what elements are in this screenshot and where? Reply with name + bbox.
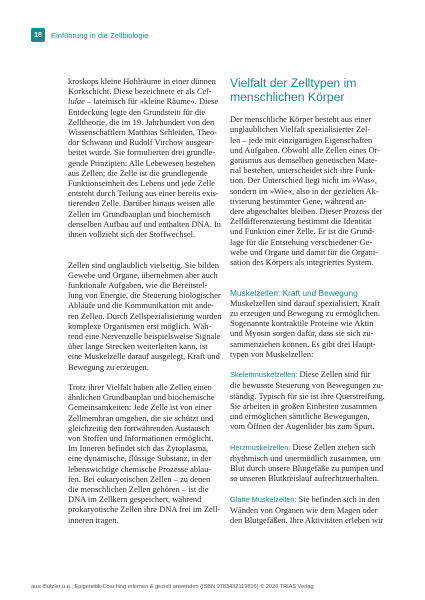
text-line: tivierung bestimmter Gene, während an- [230,195,367,206]
term-cellulae: Cel- [196,86,212,97]
running-head: Einführung in die Zellbiologie [51,30,149,40]
text-line: die bewusste Steuerung von Bewegungen zu- [230,380,384,391]
paragraph-heart-muscle [230,441,384,484]
page-header [31,28,149,42]
text-line: unglaublichen Vielfalt spezialisierter Zel- [230,124,371,135]
text-line: beitet wurde. Sie formulierten drei grundle- [68,147,216,158]
text-line [230,494,380,505]
text-line: Zellen sind unglaublich vielseitig. Sie bilden [68,259,219,270]
term-heart-muscle: Herzmuskelzellen: [230,442,291,452]
text-line: eine dynamische, flüssige Substanz, in der [68,453,212,464]
text-line: Zellen im Grundbauplan und biochemisch [68,208,211,219]
text-line: eine Muskelzelle darauf ausgelegt, Kraft und [68,351,220,362]
text-line: lung von Energie, die Steuerung biologischer [68,290,221,301]
text-line: Abläufe und die Kommunikation mit ande- [68,300,214,311]
text-line: Zelltheorie, die im 19. Jahrhundert von den [68,116,215,127]
paragraph-cell-structure [68,382,221,525]
text-line: gleichzeitig den fortwährenden Austausch [68,422,210,433]
text-line: und Myosin sorgen dafür, dass sie sich zu- [230,328,374,339]
text-line: Wänden von Organen wie dem Magen oder [230,504,378,515]
text-line [230,442,380,453]
text-line: webe und Organe und damit für die Organi- [230,246,379,257]
text-line: den Blutgefäßen. Ihre Aktivitäten erleben wir [230,515,384,526]
text-line-part: Korkschicht. Diese bezeichnete er als [68,86,195,97]
source-footer: aus: Butzler u.a., Epigenetik-Coaching erlernen & gezielt anwenden (ISBN 9783432119816) © 2026 TRIAS Verlag [31,584,314,590]
text-line: denselben Aufbau auf und enthalten DNA. In [68,218,222,229]
right-column [230,76,385,526]
text-line: inneren tragen. [68,514,119,525]
text-line: Funktionseinheit des Lebens und jede Zelle [68,178,215,189]
text-line: ganismus aus demselben genetischen Mate- [230,155,378,165]
text-line: Wissenschaftlern Matthias Schleiden, Theo- [68,127,217,138]
text-line: komplexe Organismen erst möglich. Wäh- [68,320,212,331]
text-line: gende Prinzipien: Alle Lebewesen bestehen [68,157,216,168]
text-line: len – jede mit einzigartigen Eigenschaften [230,134,373,145]
paragraph-smooth-muscle [230,493,384,526]
text-line-part: Diese Zellen sind für [297,369,371,380]
text-line: lage für die Entstehung verschiedener Ge- [230,236,373,247]
text-line: DNA im Zellkern gespeichert, während [68,494,202,505]
text-line: ihnen vollzieht sich der Stoffwechsel. [68,229,196,240]
text-line: entsteht durch Teilung aus einer bereits exis- [68,188,219,199]
text-line: vom Öffnen der Augenlider bis zum Spurt. [230,421,375,432]
text-line: so unseren Blutkreislauf aufrechtzuerhalten. [230,473,380,484]
text-line: fen. Bei eukaryotischen Zellen – zu denen [68,473,211,484]
text-line: sation des Körpers als integriertes System. [230,257,374,268]
text-line: Entdeckung legte den Grundstein für die [68,106,206,117]
section-title [230,76,380,104]
text-line: von Stoffen und Informationen ermöglicht. [68,433,214,444]
text-line: ähnlichen Grundbauplan und biochemische [68,392,215,403]
text-line: und Funktion einer Zelle. Er ist die Grund- [230,226,375,237]
text-line: und ermöglichen sämtliche Bewegungen, [230,411,370,422]
subsection-title: Muskelzellen: Kraft und Bewegung [230,287,358,298]
text-line: Sogenannte kontraktile Proteine wie Aktin [230,318,374,329]
text-line: dor Schwann und Rudolf Virchow ausgear- [68,137,215,148]
term-smooth-muscle: Glatte Muskelzellen: [230,494,297,504]
left-column [68,76,222,525]
text-line: lebenswichtige chemische Prozesse ablau- [68,463,212,474]
text-line: aus Zellen; die Zelle ist die grundlegende [68,167,208,178]
section-title-line: Vielfalt der Zelltypen im [230,76,357,90]
text-line-part: Sie befinden sich in den [296,493,380,504]
text-line: kroskops kleine Hohlräume in einer dünnen [68,76,216,86]
text-line: typen von Muskelzellen: [230,348,314,359]
text-line-part: Diese Zellen ziehen sich [290,441,376,452]
text-line: über lange Strecken weiterleiten kann, ist [68,341,208,352]
text-line: Zelldifferenzierung bestimmt die Identität [230,216,372,227]
text-line: Gewebe und Organe, übernehmen aber auch [68,269,218,280]
text-line-part: – lateinisch für »kleine Räume«. Diese [86,96,219,107]
text-line: Zellmembran umgeben, die sie schützt und [68,412,214,423]
text-line: Blut durch unsere Blutgefäße zu pumpen und [230,463,384,474]
text-line: Trotz ihrer Vielfalt haben alle Zellen einen [68,382,212,393]
text-line [68,96,218,106]
text-line: zu erzeugen und Bewegung zu ermöglichen. [230,308,380,319]
text-line: sammenziehen können. Es gibt drei Haupt- [230,338,376,349]
text-line: rial bestehen, unterscheidet sich ihre Funk- [230,165,376,176]
text-line: prokaryotische Zellen ihre DNA frei im Zell- [68,504,221,515]
paragraph-cell-diversity [230,114,383,268]
paragraph-cell-history [68,76,222,240]
text-line [230,369,380,380]
text-line: rhythmisch und unermüdlich zusammen, um [230,452,381,463]
text-line: dere abgeschaltet bleiben. Dieser Prozess der [230,206,383,217]
term-skeletal-muscle: Skelettmuskelzellen: [230,370,298,380]
text-line: ren Zellen. Durch Zellspezialisierung wurden [68,310,222,321]
text-line: ständig. Typisch für sie ist ihre Querstreifung. [230,390,385,401]
text-line: rend eine Nervenzelle beispielsweise Signale [68,331,221,342]
text-line: Der menschliche Körper besteht aus einer [230,114,372,125]
paragraph-skeletal-muscle [230,369,385,432]
text-line: Im Inneren befindet sich das Zytoplasma, [68,443,209,454]
paragraph-muscle-cells [230,298,380,359]
text-line: die menschlichen Zellen gehören – ist die [68,484,209,495]
text-line: Sie arbeiten in großen Einheiten zusammen [230,400,377,411]
text-line: Muskelzellen sind darauf spezialisiert, Kraft [230,297,380,308]
text-line: Bewegung zu erzeugen. [68,361,149,372]
text-line: tion. Der Unterschied liegt nicht im »Was«, [230,175,377,186]
text-line: tierenden Zelle. Darüber hinaus weisen alle [68,198,215,209]
text-line: Gemeinsamkeiten: Jede Zelle ist von einer [68,402,212,413]
term-cellulae-end: lulae [68,96,85,107]
paragraph-cell-versatility [68,259,222,372]
text-line: und Aufgaben. Obwohl alle Zellen eines Or- [230,144,381,155]
text-line: funktionale Aufgaben, wie die Bereitstel- [68,280,208,291]
text-line: sondern im »Wie«, also in der gezielten Ak- [230,185,379,196]
text-line [68,86,218,96]
page-number: 18 [31,28,45,42]
section-title-line: menschlichen Körper [230,90,345,104]
